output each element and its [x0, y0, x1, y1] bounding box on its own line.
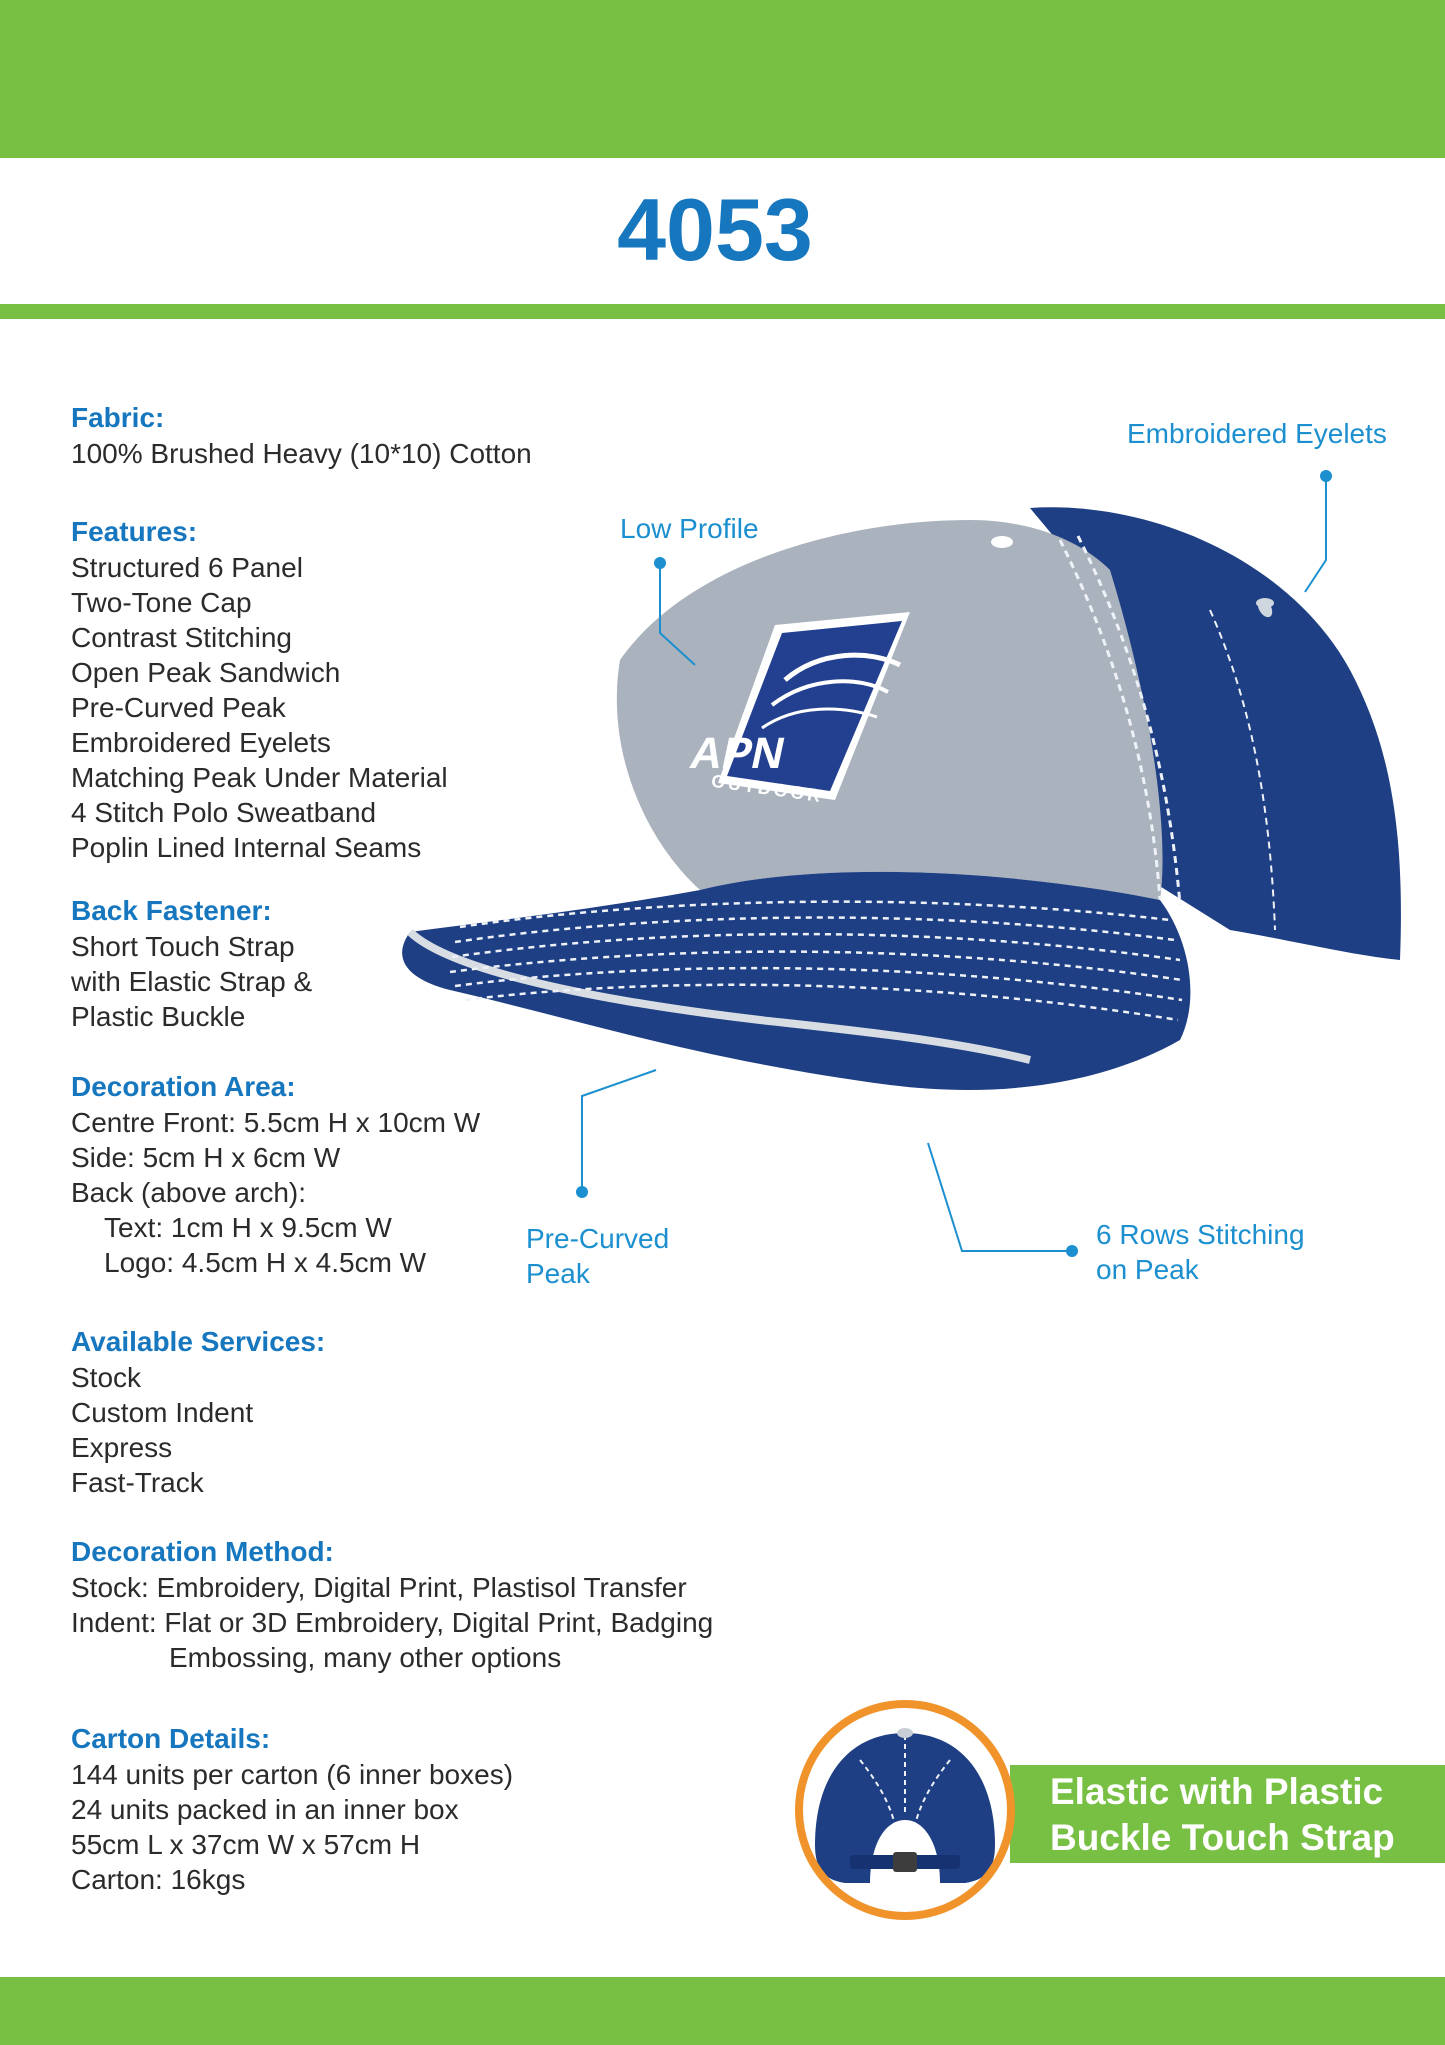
logo-main-text: APN	[685, 729, 790, 778]
decoration-area-line: Back (above arch):	[71, 1177, 306, 1208]
decoration-method-line: Stock: Embroidery, Digital Print, Plastisol Transfer	[71, 1572, 687, 1603]
callout-line: Peak	[526, 1258, 590, 1289]
feature-item: Poplin Lined Internal Seams	[71, 832, 422, 863]
carton-line: Carton: 16kgs	[71, 1864, 246, 1895]
service-item: Custom Indent	[71, 1397, 254, 1428]
back-fastener-line: with Elastic Strap &	[71, 966, 313, 997]
callout-line: Pre-Curved	[526, 1223, 670, 1254]
banner-line: Elastic with Plastic	[1050, 1771, 1384, 1812]
callout-dot	[576, 1186, 588, 1198]
bottom-green-band	[0, 1977, 1445, 2045]
cap-button	[897, 1728, 913, 1738]
decoration-method-line: Indent: Flat or 3D Embroidery, Digital Print, Badging	[71, 1607, 714, 1638]
feature-item: Open Peak Sandwich	[71, 657, 341, 688]
decoration-method-line: Embossing, many other options	[169, 1642, 562, 1673]
feature-item: 4 Stitch Polo Sweatband	[71, 797, 377, 828]
decoration-area-line: Side: 5cm H x 6cm W	[71, 1142, 341, 1173]
callout-low-profile: Low Profile	[620, 513, 759, 544]
product-code: 4053	[617, 180, 813, 279]
available-services-heading: Available Services:	[71, 1326, 326, 1357]
callout-line: on Peak	[1096, 1254, 1199, 1285]
decoration-area-heading: Decoration Area:	[71, 1071, 296, 1102]
callout-dot	[1066, 1245, 1078, 1257]
logo-sub-text: OUTDOOR	[710, 770, 825, 807]
service-item: Fast-Track	[71, 1467, 204, 1498]
callout-dot	[1320, 470, 1332, 482]
carton-line: 144 units per carton (6 inner boxes)	[71, 1759, 514, 1790]
decoration-area-line: Logo: 4.5cm H x 4.5cm W	[104, 1247, 427, 1278]
fabric-heading: Fabric:	[71, 402, 165, 433]
feature-item: Structured 6 Panel	[71, 552, 303, 583]
callout-six-rows-stitching	[1096, 1217, 1305, 1287]
callout-pre-curved-peak	[526, 1221, 669, 1291]
back-fastener-line: Plastic Buckle	[71, 1001, 246, 1032]
carton-line: 55cm L x 37cm W x 57cm H	[71, 1829, 421, 1860]
fabric-line: 100% Brushed Heavy (10*10) Cotton	[71, 438, 532, 469]
decoration-area-line: Centre Front: 5.5cm H x 10cm W	[71, 1107, 481, 1138]
carton-details-heading: Carton Details:	[71, 1723, 271, 1754]
feature-item: Pre-Curved Peak	[71, 692, 286, 723]
features-heading: Features:	[71, 516, 198, 547]
back-fastener-heading: Back Fastener:	[71, 895, 272, 926]
carton-line: 24 units packed in an inner box	[71, 1794, 459, 1825]
feature-item: Two-Tone Cap	[71, 587, 252, 618]
back-fastener-line: Short Touch Strap	[71, 931, 295, 962]
service-item: Stock	[71, 1362, 142, 1393]
callout-dot	[654, 557, 666, 569]
feature-item: Contrast Stitching	[71, 622, 292, 653]
decoration-area-line: Text: 1cm H x 9.5cm W	[104, 1212, 392, 1243]
feature-item: Matching Peak Under Material	[71, 762, 448, 793]
back-strap-banner	[1010, 1765, 1445, 1863]
back-view-inset	[790, 1695, 1020, 1925]
decoration-method-heading: Decoration Method:	[71, 1536, 334, 1567]
callout-line: 6 Rows Stitching	[1096, 1219, 1305, 1250]
callout-embroidered-eyelets: Embroidered Eyelets	[1127, 418, 1387, 449]
strap-buckle-icon	[893, 1852, 917, 1872]
banner-line: Buckle Touch Strap	[1050, 1817, 1395, 1858]
service-item: Express	[71, 1432, 173, 1463]
feature-item: Embroidered Eyelets	[71, 727, 331, 758]
